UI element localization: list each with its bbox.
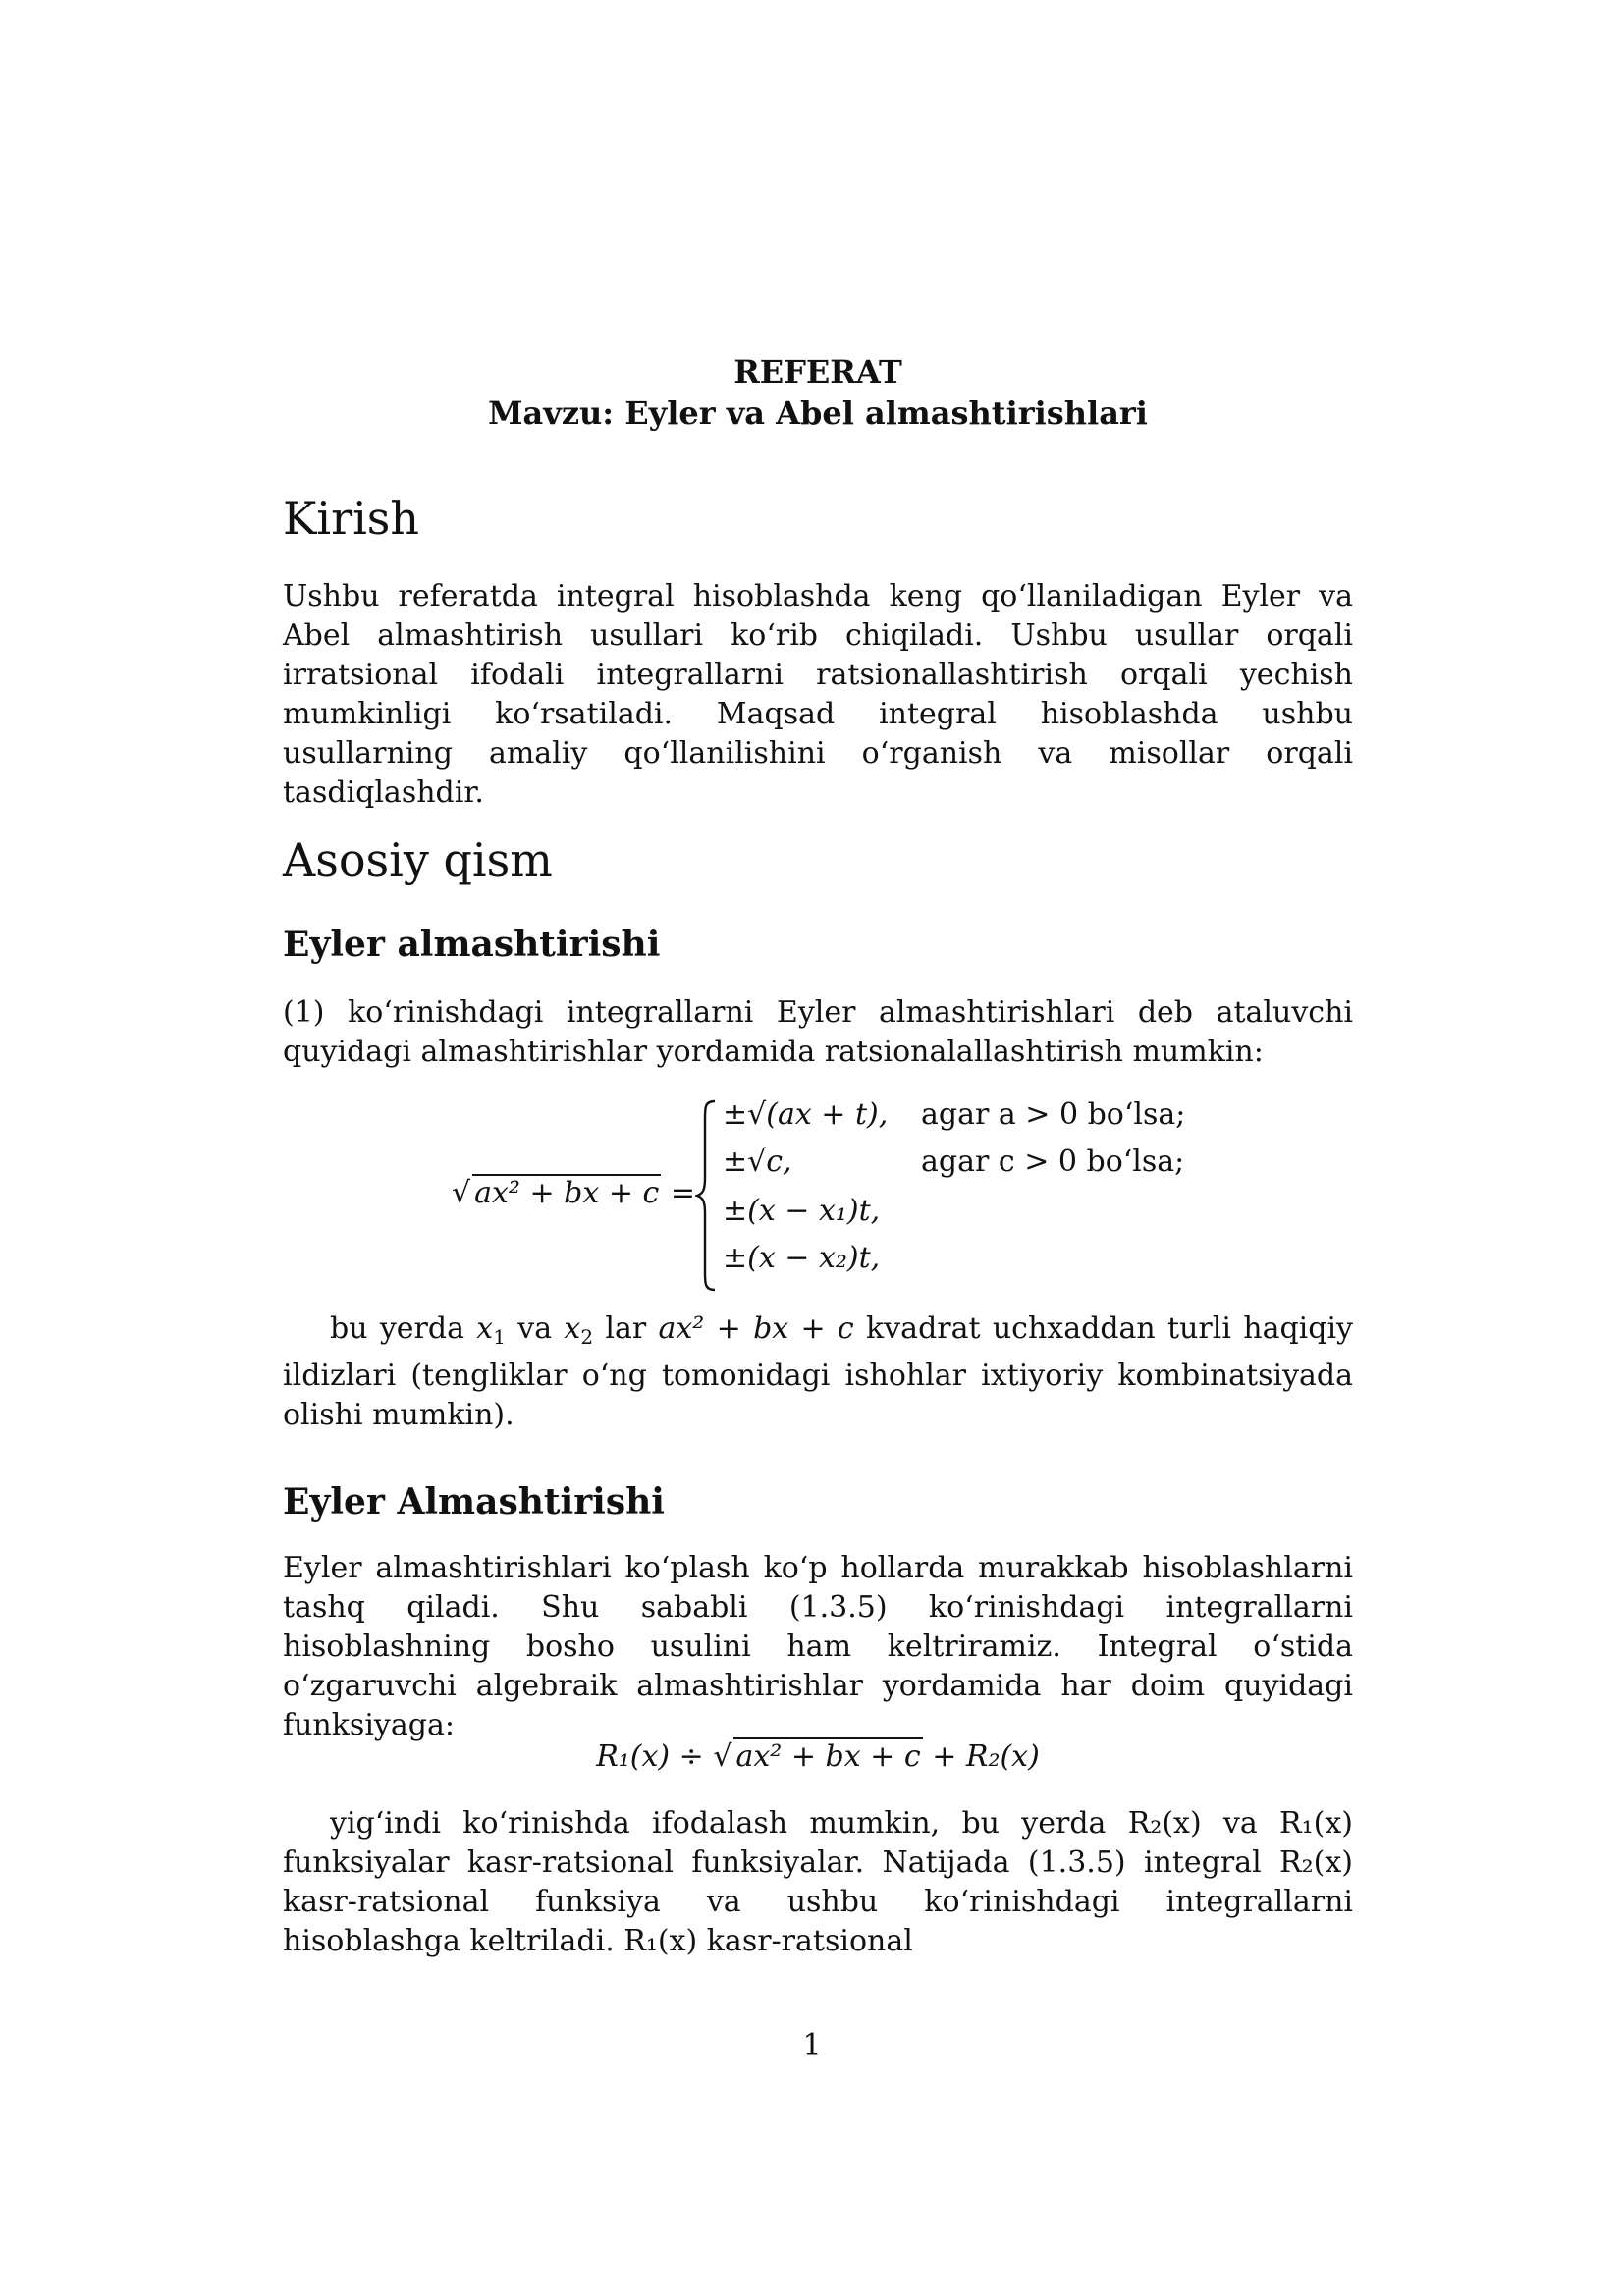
case-4: ±(x − x₂)t, (723, 1241, 881, 1275)
document-title: REFERAT (733, 353, 902, 391)
section1-after-paragraph: bu yerda $x_1$ va $x_2$ lar ax² + bx + c kvadrat uchxaddan turli haqiqiy ildizlari (tengliklar o‘ng tomonidagi ishohlar ixtiyoriy kombinatsiyada olishi mumkin). (283, 1311, 1353, 1432)
section2-heading: Eyler Almashtirishi (283, 1481, 665, 1522)
left-brace-icon (695, 1097, 719, 1294)
section2-after-paragraph: yig‘indi ko‘rinishda ifodalash mumkin, bu yerda R₂(x) va R₁(x) funksiyalar kasr-ratsional funksiyalar. Natijada (1.3.5) integral R₂(x) kasr-ratsional funksiya va ushbu ko‘rinishdagi integrallarni hisoblashga keltriladi. R₁(x) kasr-ratsional (283, 1806, 1353, 1958)
section1-heading: Eyler almashtirishi (283, 924, 661, 965)
document-subtitle: Mavzu: Eyler va Abel almashtirishlari (488, 395, 1148, 432)
eq2-left: R₁(x) ÷ (596, 1739, 714, 1774)
eq2-radicand: ax² + bx + c (735, 1739, 921, 1774)
main-heading: Asosiy qism (283, 833, 553, 886)
sqrt-symbol-2: √ (713, 1739, 732, 1774)
case-3: ±(x − x₁)t, (723, 1194, 881, 1228)
condition-1: agar a > 0 bo‘lsa; (921, 1097, 1186, 1132)
section2-paragraph: Eyler almashtirishlari ko‘plash ko‘p hollarda murakkab hisoblashlarni tashq qiladi. Shu sababli (1.3.5) ko‘rinishdagi integrallarni hisoblashning bosho usulini ham keltriramiz. Integral o‘stida o‘zgaruvchi algebraik almashtirishlar yordamida har doim quyidagi funksiyaga: (283, 1551, 1353, 1742)
after-text-2: va (505, 1311, 565, 1346)
section1-paragraph: (1) ko‘rinishdagi integrallarni Eyler almashtirishlari deb ataluvchi quyidagi almashtirishlar yordamida ratsionalallashtirish mumkin: (283, 995, 1353, 1069)
after-text-3: lar (593, 1311, 659, 1346)
page-number: 1 (802, 2028, 822, 2062)
euler-substitution-equation (452, 1097, 1198, 1294)
intro-paragraph: Ushbu referatda integral hisoblashda keng qo‘llaniladigan Eyler va Abel almashtirish usullari ko‘rib chiqiladi. Ushbu usullar orqali irratsional ifodali integrallarni ratsionallashtirish orqali yechish mumkinligi ko‘rsatiladi. Maqsad integral hisoblashda ushbu usullarning amaliy qo‘llanilishini o‘rganish va misollar orqali tasdiqlashdir. (283, 579, 1353, 810)
condition-2: agar c > 0 bo‘lsa; (921, 1145, 1185, 1179)
after-text-1: bu yerda (330, 1311, 477, 1346)
after-text-4: kvadrat uchxaddan turli haqiqiy ildizlari (tengliklar o‘ng tomonidagi ishohlar ixtiyoriy kombinatsiyada olishi mumkin). (283, 1311, 1353, 1432)
var-x1: x (476, 1311, 494, 1346)
document-title-block (283, 351, 1353, 434)
intro-heading: Kirish (283, 492, 420, 545)
case-2: ±√c, (723, 1145, 792, 1179)
var-x2: x (564, 1311, 581, 1346)
eq2-right: + R₂(x) (922, 1739, 1040, 1774)
quadratic-expression: ax² + bx + c (658, 1311, 854, 1346)
equation-lhs (452, 1174, 695, 1210)
decomposition-equation (283, 1737, 1353, 1774)
sqrt-symbol: √ (452, 1176, 471, 1210)
case-1: ±√(ax + t), (723, 1097, 889, 1132)
equals-sign: = (670, 1176, 695, 1210)
lhs-radicand: ax² + bx + c (474, 1176, 660, 1210)
